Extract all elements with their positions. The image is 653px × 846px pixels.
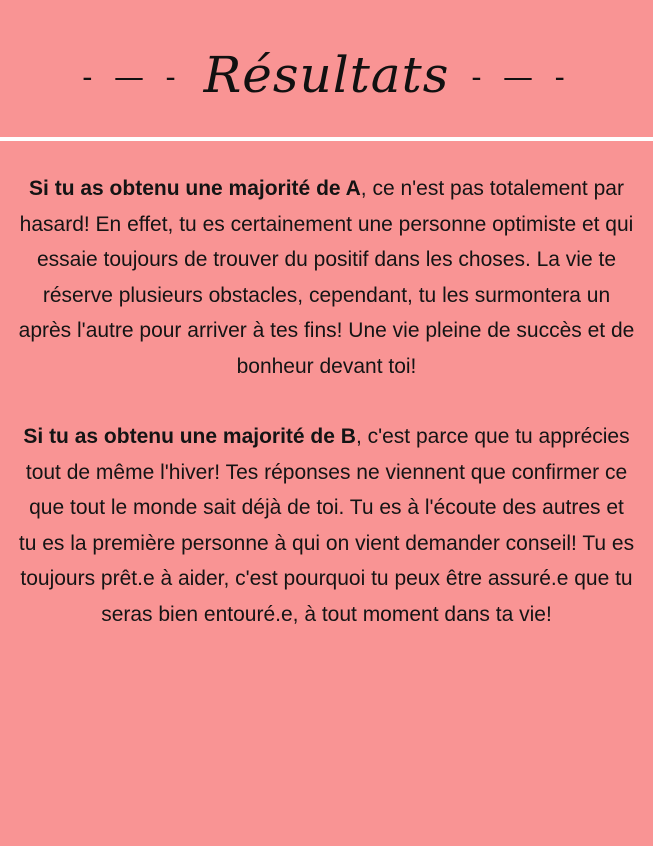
result-a-text: , ce n'est pas totalement par hasard! En effet, tu es certainement une personne optimiste et qui essaie toujours de trouver du positif dans les choses. La vie te réserve plusieurs obstacles, cependant, tu les surmontera un après l'autre pour arriver à tes fins! Une vie pleine de succès et de bonheur devant toi! — [18, 177, 635, 378]
right-ornament: - — - — [471, 60, 571, 95]
page-title: Résultats — [203, 46, 450, 104]
result-b-text: , c'est parce que tu apprécies tout de même l'hiver! Tes réponses ne viennent que confirmer ce que tout le monde sait déjà de toi. Tu es à l'écoute des autres et tu es la première personne à qui on vient demander conseil! Tu es toujours prêt.e à aider, c'est pourquoi tu peux être assuré.e que tu seras bien entouré.e, à tout moment dans ta vie! — [18, 425, 635, 626]
left-ornament: - — - — [82, 60, 182, 95]
divider — [0, 137, 653, 141]
result-b-lead: Si tu as obtenu une majorité de B — [23, 425, 356, 448]
header — [0, 0, 653, 137]
title-row — [0, 30, 653, 120]
result-b-paragraph — [18, 419, 636, 632]
results-content — [0, 171, 653, 632]
result-a-lead: Si tu as obtenu une majorité de A — [29, 177, 361, 200]
result-a-paragraph — [18, 171, 636, 384]
